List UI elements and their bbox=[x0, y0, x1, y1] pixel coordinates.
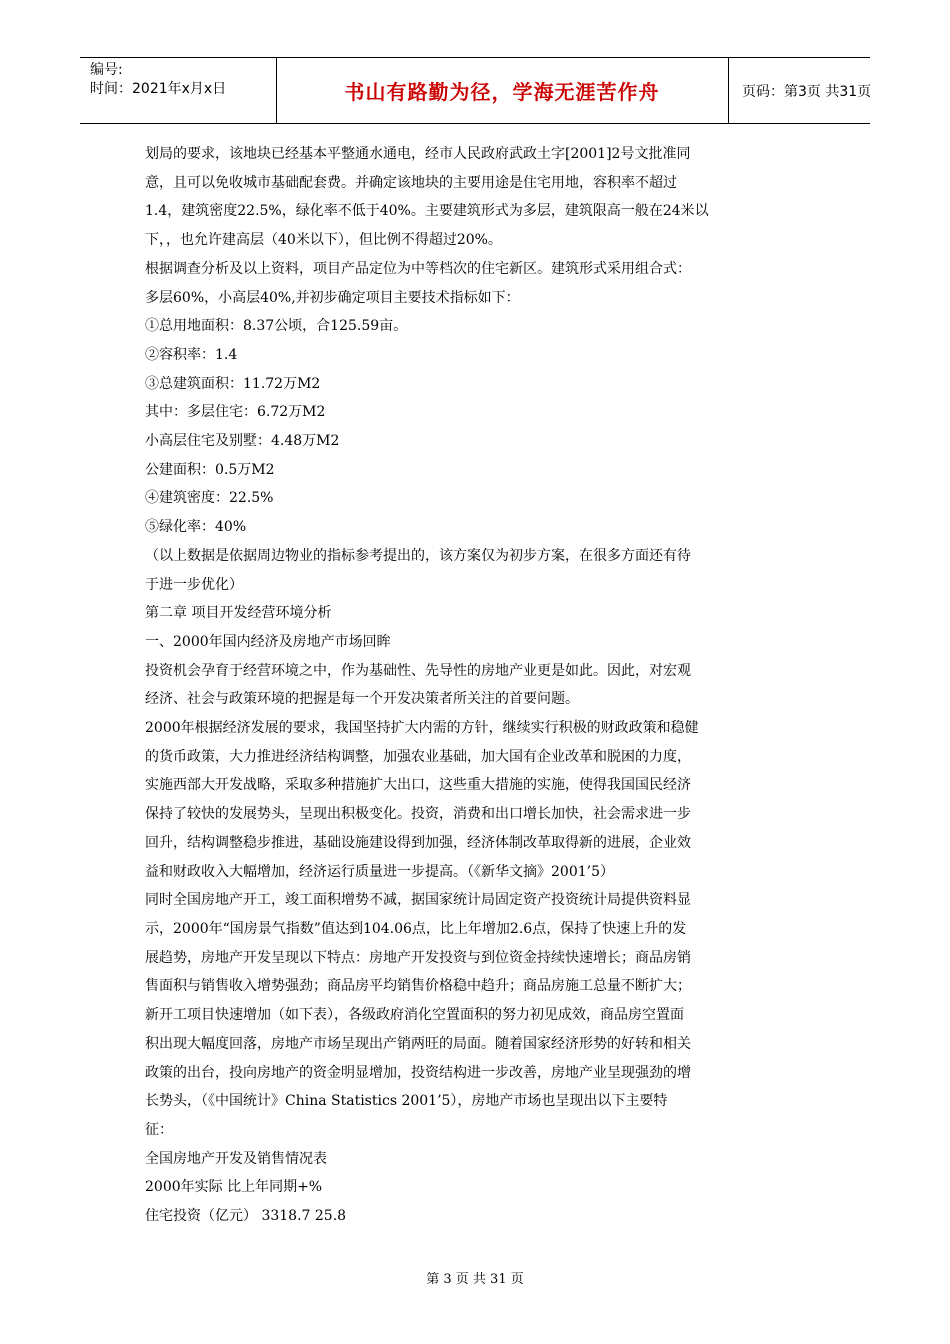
body-line: 多层60%，小高层40%,并初步确定项目主要技术指标如下： bbox=[145, 289, 520, 306]
body-line: 全国房地产开发及销售情况表 bbox=[145, 1150, 327, 1167]
body-line: ⑤绿化率：40% bbox=[145, 519, 247, 536]
body-line: ③总建筑面积：11.72万M2 bbox=[145, 375, 321, 392]
body-line: 划局的要求，该地块已经基本平整通水通电，经市人民政府武政土字[2001]2号文批准同 bbox=[145, 146, 691, 162]
body-line: 下，，也允许建高层（40米以下），但比例不得超过20%。 bbox=[145, 232, 502, 249]
body-line: 回升，结构调整稳步推进，基础设施建设得到加强，经济体制改革取得新的进展，企业效 bbox=[145, 834, 691, 851]
body-line: 展趋势，房地产开发呈现以下特点：房地产开发投资与到位资金持续快速增长；商品房销 bbox=[145, 949, 691, 966]
page-footer: 第 3 页 共 31 页 bbox=[426, 1272, 524, 1287]
body-line: 征： bbox=[145, 1121, 173, 1138]
body-line: 实施西部大开发战略，采取多种措施扩大出口，这些重大措施的实施，使得我国国民经济 bbox=[145, 777, 691, 794]
body-line: 意，且可以免收城市基础配套费。并确定该地块的主要用途是住宅用地，容积率不超过 bbox=[145, 174, 677, 191]
body-line: 小高层住宅及别墅：4.48万M2 bbox=[145, 433, 340, 450]
body-line: 积出现大幅度回落，房地产市场呈现出产销两旺的局面。随着国家经济形势的好转和相关 bbox=[145, 1035, 691, 1052]
header-motto: 书山有路勤为径，学海无涯苦作舟 bbox=[344, 80, 660, 104]
body-line: （以上数据是依据周边物业的指标参考提出的，该方案仅为初步方案，在很多方面还有待 bbox=[145, 547, 691, 564]
body-line: 新开工项目快速增加（如下表），各级政府消化空置面积的努力初见成效，商品房空置面 bbox=[145, 1007, 684, 1024]
body-line: 的货币政策，大力推进经济结构调整，加强农业基础，加大国有企业改革和脱困的力度， bbox=[145, 748, 691, 765]
body-line: 2000年实际 比上年同期+% bbox=[145, 1179, 323, 1196]
header-motto-cell bbox=[276, 58, 729, 123]
header-info-cell bbox=[80, 58, 277, 123]
body-line: 2000年根据经济发展的要求，我国坚持扩大内需的方针，继续实行积极的财政政策和稳健 bbox=[145, 720, 699, 737]
body-line: 长势头，（《中国统计》China Statistics 2001’5），房地产市场也呈现出以下主要特 bbox=[145, 1093, 668, 1110]
body-line: 于进一步优化） bbox=[145, 576, 243, 593]
doc-time-label: 时间：2021年x月x日 bbox=[90, 81, 227, 97]
body-line: 经济、社会与政策环境的把握是每一个开发决策者所关注的首要问题。 bbox=[145, 691, 579, 708]
body-line: 住宅投资（亿元） 3318.7 25.8 bbox=[145, 1208, 347, 1225]
body-line: 售面积与销售收入增势强劲；商品房平均销售价格稳中趋升；商品房施工总量不断扩大； bbox=[145, 978, 691, 995]
body-line: 其中：多层住宅：6.72万M2 bbox=[145, 404, 326, 421]
doc-number-label: 编号: bbox=[90, 62, 123, 78]
body-line: 1.4，建筑密度22.5%，绿化率不低于40%。主要建筑形式为多层，建筑限高一般在24米以 bbox=[145, 203, 709, 220]
body-line: 根据调查分析及以上资料，项目产品定位为中等档次的住宅新区。建筑形式采用组合式： bbox=[145, 260, 691, 277]
body-line: 政策的出台，投向房地产的资金明显增加，投资结构进一步改善，房地产业呈现强劲的增 bbox=[145, 1064, 691, 1081]
body-line: ④建筑密度：22.5% bbox=[145, 490, 274, 507]
page-header bbox=[80, 57, 870, 124]
body-line: ①总用地面积：8.37公顷，合125.59亩。 bbox=[145, 318, 408, 335]
body-line: 第二章 项目开发经营环境分析 bbox=[145, 605, 332, 622]
body-line: 示，2000年“国房景气指数”值达到104.06点，比上年增加2.6点，保持了快速上升的发 bbox=[145, 920, 687, 937]
header-page-count: 页码：第3页 共31页 bbox=[742, 83, 872, 100]
body-line: 投资机会孕育于经营环境之中，作为基础性、先导性的房地产业更是如此。因此，对宏观 bbox=[145, 662, 691, 679]
body-line: 保持了较快的发展势头，呈现出积极变化。投资，消费和出口增长加快，社会需求进一步 bbox=[145, 806, 691, 823]
body-line: ②容积率：1.4 bbox=[145, 346, 238, 363]
header-page-cell bbox=[728, 58, 870, 123]
body-line: 同时全国房地产开工，竣工面积增势不减，据国家统计局固定资产投资统计局提供资料显 bbox=[145, 892, 691, 909]
body-line: 公建面积：0.5万M2 bbox=[145, 461, 275, 478]
document-body bbox=[145, 140, 815, 1231]
body-line: 益和财政收入大幅增加，经济运行质量进一步提高。（《新华文摘》2001’5） bbox=[145, 863, 614, 880]
body-line: 一、2000年国内经济及房地产市场回眸 bbox=[145, 633, 391, 650]
